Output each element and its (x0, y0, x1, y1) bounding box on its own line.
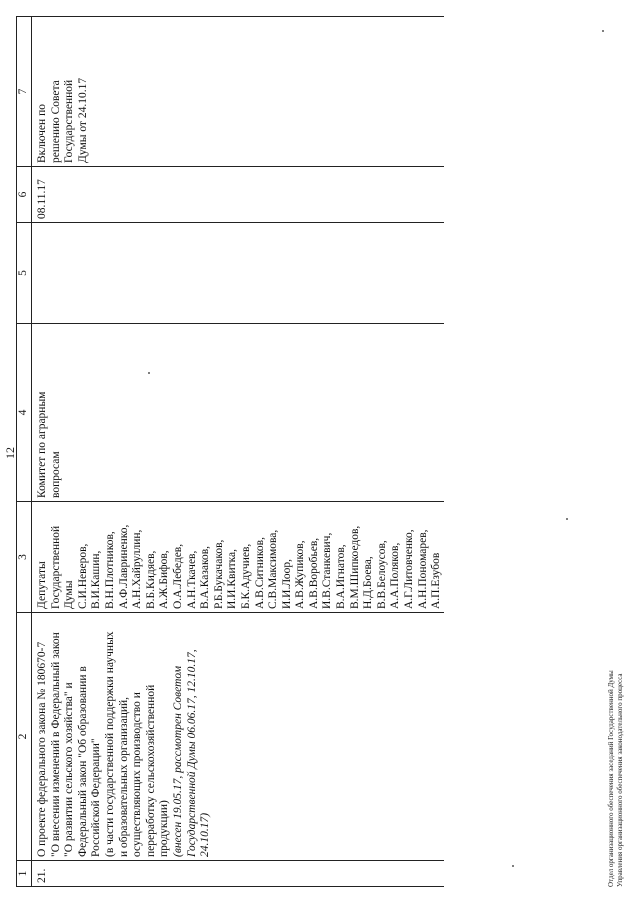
committee-line: вопросам (49, 451, 62, 498)
bill-note-line: Государственной Думы 06.06.17, 12.10.17, (185, 649, 198, 857)
initiators-list (36, 505, 444, 609)
initiator-line: Р.Б.Букачаков, (212, 539, 225, 609)
initiator-line: А.Ж.Бифов, (158, 550, 171, 609)
initiator-line: А.П.Езубов (430, 552, 443, 609)
bill-title-line: "О внесении изменений в Федеральный закон (49, 632, 62, 857)
initiator-line: В.Н.Плотников, (103, 531, 116, 609)
initiator-line: А.А.Поляков, (389, 542, 402, 609)
bill-title-line: (в части государственной поддержки научных (103, 631, 116, 857)
initiator-line: А.Г.Литовченко, (403, 529, 416, 609)
initiator-line: В.И.Кашин, (90, 550, 103, 609)
scan-speck (566, 518, 568, 520)
initiator-line: О.А.Лебедев, (171, 543, 184, 609)
row-number: 21. (32, 861, 444, 887)
column-header-1: 1 (17, 861, 32, 887)
footer-department: Отдел организационного обеспечения заседаний Государственной Думы (607, 670, 615, 887)
committee-cell (32, 324, 444, 502)
initiators-cell (32, 502, 444, 613)
initiator-line: Б.К.Адучиев, (239, 543, 252, 609)
bill-title-line: осуществляющих производство и (131, 692, 144, 857)
bill-title-line: "О развитии сельского хозяйства" и (63, 682, 76, 857)
initiator-line: И.И.Лоор, (280, 559, 293, 609)
bill-title-line: О проекте федерального закона № 180670-7 (36, 641, 48, 857)
bill-title-line: переработку сельскохозяйственной (144, 684, 157, 857)
initiator-line: А.Н.Ткачев, (185, 550, 198, 609)
committee-line: Комитет по аграрным (36, 391, 48, 498)
initiator-line: С.В.Максимова, (267, 529, 280, 609)
initiator-line: А.В.Жупиков, (294, 540, 307, 609)
scan-speck (602, 30, 604, 32)
remark-line: Включен по (36, 104, 48, 163)
bill-title-cell (32, 613, 444, 861)
initiator-line: В.М.Шипкоедов, (348, 525, 361, 609)
remark-cell (32, 17, 444, 167)
initiator-line: А.В.Воробьев, (307, 537, 320, 609)
scan-speck (148, 372, 150, 374)
page-number: 12 (3, 447, 17, 459)
initiator-line: А.Н.Хайруллин, (131, 529, 144, 609)
scan-speck (512, 865, 514, 867)
initiator-line: Государственной (49, 525, 62, 609)
remark-line: Думы от 24.10.17 (76, 77, 89, 163)
footer-directorate: Управления организационного обеспечения законодательного процесса (616, 673, 624, 887)
column-header-5: 5 (17, 223, 32, 324)
initiator-line: А.Ф.Лавриненко, (117, 524, 130, 609)
bill-title-line: продукции) (158, 800, 171, 857)
column-header-4: 4 (17, 324, 32, 502)
bill-title-line: Федеральный закон "Об образовании в (76, 666, 89, 857)
initiator-line: В.А.Игнатов, (335, 544, 348, 609)
footer (607, 670, 625, 887)
initiator-line: Н.Д.Боева, (362, 556, 375, 609)
initiator-line: А.Н.Пономарев, (416, 529, 429, 609)
agenda-table (16, 16, 444, 887)
bill-title-line: Российской Федерации" (90, 738, 103, 857)
remark-line: решению Совета (49, 80, 62, 163)
bill-title (36, 616, 213, 857)
column-5-cell (32, 223, 444, 324)
table-row (32, 17, 444, 887)
bill-title-line: и образовательных организаций, (117, 696, 130, 857)
initiator-line: И.И.Квитка, (226, 548, 239, 609)
initiator-line: В.А.Казаков, (199, 545, 212, 609)
date-cell: 08.11.17 (32, 167, 444, 223)
committee (36, 327, 63, 498)
initiator-line: И.В.Станкевич, (321, 532, 334, 609)
initiator-line: А.В.Ситников, (253, 537, 266, 609)
column-header-6: 6 (17, 167, 32, 223)
initiator-line: Депутаты (36, 561, 48, 609)
remark-line: Государственной (63, 79, 76, 163)
column-header-3: 3 (17, 502, 32, 613)
bill-note-line: 24.10.17) (199, 812, 212, 857)
column-header-2: 2 (17, 613, 32, 861)
initiator-line: В.В.Белоусов, (375, 540, 388, 609)
bill-note-line: (внесен 19.05.17, рассмотрен Советом (171, 665, 184, 857)
column-number-row (17, 17, 32, 887)
initiator-line: С.И.Неверов, (76, 543, 89, 609)
initiator-line: Думы (63, 580, 76, 609)
initiator-line: В.Б.Кидяев, (144, 550, 157, 609)
column-header-7: 7 (17, 17, 32, 167)
remark (36, 20, 90, 163)
